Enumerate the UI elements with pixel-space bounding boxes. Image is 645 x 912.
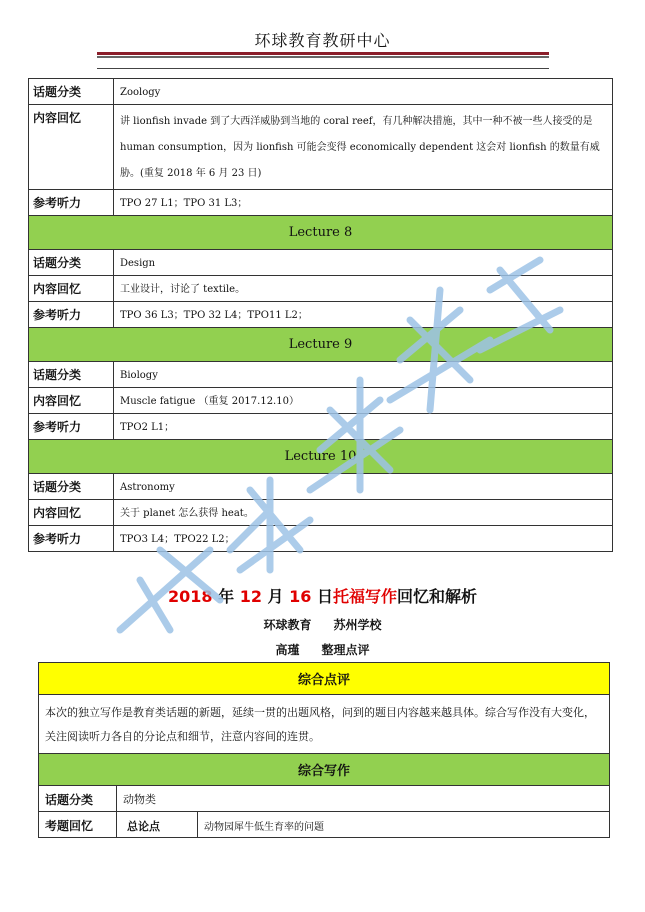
row-value: Biology	[114, 362, 613, 388]
author-name: 高瑾	[275, 643, 300, 657]
row-value: 工业设计，讨论了 textile。	[114, 276, 613, 302]
author-line	[0, 641, 645, 658]
lecture-title: Lecture 9	[29, 328, 613, 362]
writing-title	[0, 584, 645, 607]
summary-header: 综合点评	[39, 663, 610, 695]
row-value: TPO 27 L1；TPO 31 L3；	[114, 190, 613, 216]
writing-title-ri: 日	[311, 587, 333, 606]
row-label: 话题分类	[29, 474, 114, 500]
lecture-info-row	[29, 500, 613, 526]
row-value: Zoology	[114, 79, 613, 105]
row-value: Design	[114, 250, 613, 276]
org-name: 环球教育	[263, 618, 312, 632]
row-value: 关于 planet 怎么获得 heat。	[114, 500, 613, 526]
lecture-header-row	[29, 216, 613, 250]
lecture-info-row	[29, 276, 613, 302]
row-label: 内容回忆	[29, 105, 114, 190]
header-rule-gray	[97, 56, 549, 58]
lecture-info-row	[29, 526, 613, 552]
row-label: 话题分类	[29, 79, 114, 105]
lecture-title: Lecture 10	[29, 440, 613, 474]
lecture-title: Lecture 8	[29, 216, 613, 250]
topic-value: 动物类	[117, 786, 610, 812]
row-label: 内容回忆	[29, 500, 114, 526]
recall-label: 考题回忆	[39, 812, 117, 838]
row-label: 话题分类	[29, 250, 114, 276]
recall-sub-label: 总论点	[117, 812, 198, 838]
writing-title-yue: 月	[261, 587, 290, 606]
lecture-info-row	[29, 79, 613, 105]
topic-label: 话题分类	[39, 786, 117, 812]
row-label: 参考听力	[29, 190, 114, 216]
author-role: 整理点评	[321, 643, 370, 657]
row-label: 参考听力	[29, 302, 114, 328]
lecture-info-row	[29, 414, 613, 440]
writing-title-year: 2018	[168, 587, 213, 606]
lecture-info-row	[29, 250, 613, 276]
lecture-table	[28, 78, 613, 552]
row-value: Astronomy	[114, 474, 613, 500]
lecture-info-row	[29, 474, 613, 500]
header-rule-thin	[97, 68, 549, 69]
writing-title-toefl: 托福写作	[332, 587, 397, 606]
row-label: 参考听力	[29, 526, 114, 552]
lecture-info-row	[29, 302, 613, 328]
row-label: 话题分类	[29, 362, 114, 388]
lecture-info-row	[29, 190, 613, 216]
lecture-info-row	[29, 362, 613, 388]
lecture-info-row	[29, 388, 613, 414]
recall-sub-value: 动物园犀牛低生育率的问题	[198, 812, 610, 838]
summary-body: 本次的独立写作是教育类话题的新题，延续一贯的出题风格，问到的题目内容越来越具体。综合写作没有大变化，关注阅读听力各自的分论点和细节，注意内容间的连贯。	[39, 695, 610, 754]
org-line	[0, 616, 645, 633]
row-value: Muscle fatigue （重复 2017.12.10）	[114, 388, 613, 414]
writing-title-nian: 年	[212, 587, 240, 606]
school-name: 苏州学校	[333, 618, 382, 632]
row-label: 参考听力	[29, 414, 114, 440]
row-value: 讲 lionfish invade 到了大西洋威胁到当地的 coral reef，有几种解决措施，其中一种不被一些人接受的是 human consumption，因为 lionfish 可能会变得 economically dependent 这会对 lionfish 的数量有威胁。(重复 2018 年 6 月 23 日)	[114, 105, 613, 190]
page-header-title: 环球教育教研中心	[254, 31, 391, 50]
writing-table	[38, 662, 610, 838]
writing-title-month: 12	[239, 587, 262, 606]
row-label: 内容回忆	[29, 276, 114, 302]
row-value: TPO3 L4；TPO22 L2；	[114, 526, 613, 552]
lecture-header-row	[29, 440, 613, 474]
row-value: TPO 36 L3；TPO 32 L4；TPO11 L2；	[114, 302, 613, 328]
integrated-header: 综合写作	[39, 754, 610, 786]
lecture-info-row	[29, 105, 613, 190]
lecture-header-row	[29, 328, 613, 362]
row-value: TPO2 L1；	[114, 414, 613, 440]
writing-title-rest: 回忆和解析	[396, 587, 477, 606]
row-label: 内容回忆	[29, 388, 114, 414]
header-rule-red	[97, 52, 549, 55]
writing-title-day: 16	[289, 587, 312, 606]
